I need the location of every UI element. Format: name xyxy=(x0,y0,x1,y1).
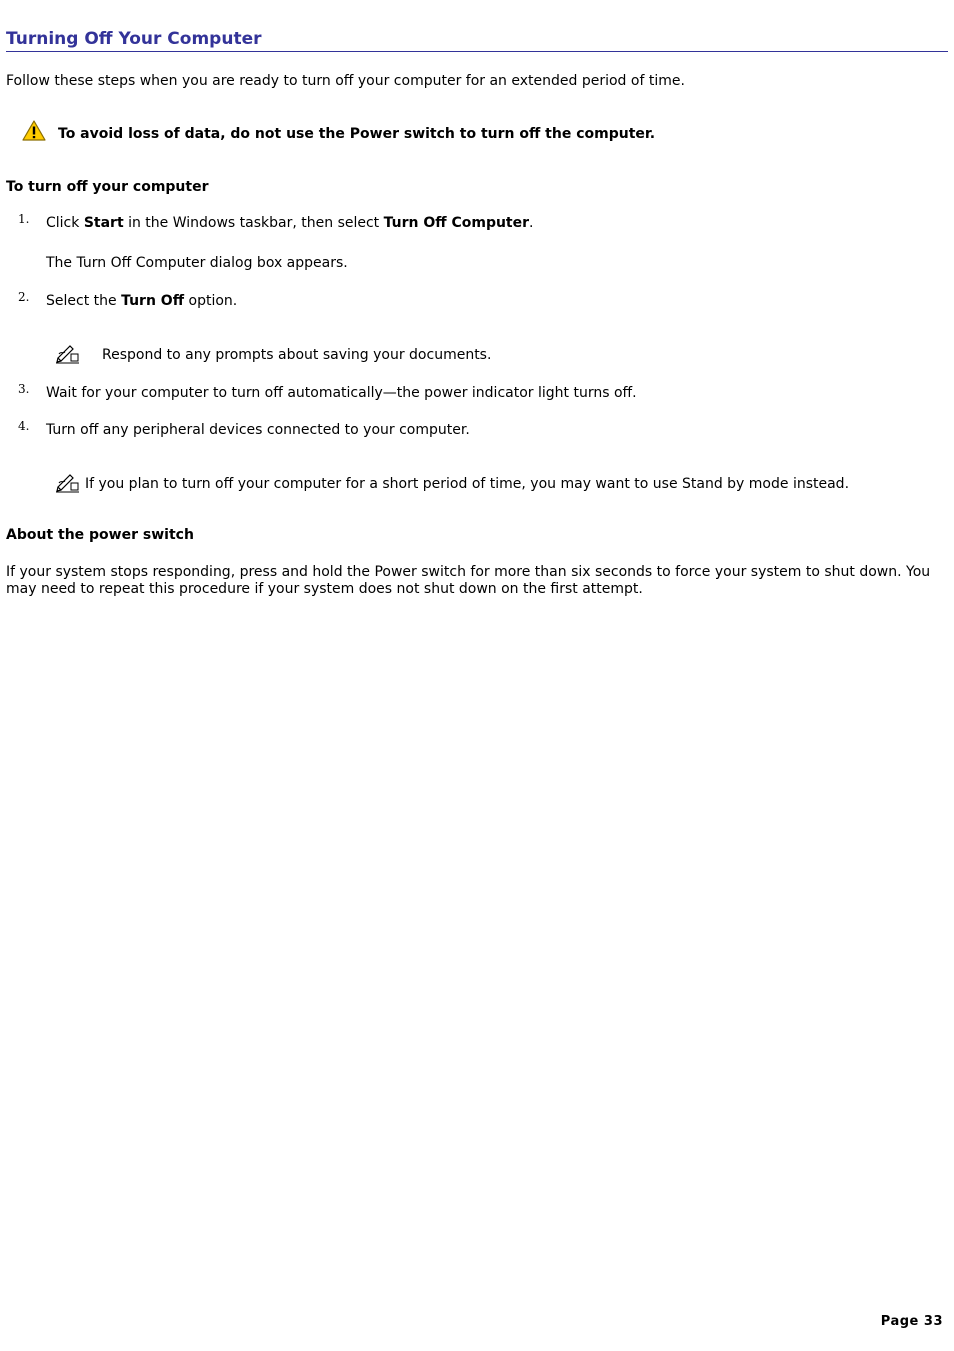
note-text: Respond to any prompts about saving your documents. xyxy=(102,347,492,363)
section-note xyxy=(56,469,849,493)
intro-paragraph: Follow these steps when you are ready to turn off your computer for an extended period of time. xyxy=(6,73,685,89)
step-number: 3. xyxy=(18,382,30,396)
step-text-part: . xyxy=(529,215,534,231)
note-text: If you plan to turn off your computer for a short period of time, you may want to use Stand by mode instead. xyxy=(85,476,850,492)
step-text-part: Select the xyxy=(46,293,122,309)
step-text: Wait for your computer to turn off automatically—the power indicator light turns off. xyxy=(46,385,637,401)
note-pencil-icon xyxy=(56,471,80,493)
step-text xyxy=(46,292,237,310)
step-text-part: Click xyxy=(46,215,84,231)
step-text: Turn off any peripheral devices connected to your computer. xyxy=(46,422,470,438)
section-heading-power-switch: About the power switch xyxy=(6,527,194,543)
step-2-note xyxy=(56,340,491,364)
step-number: 4. xyxy=(18,419,30,433)
step-text-part: option. xyxy=(184,293,238,309)
step-text-part: in the Windows taskbar, then select xyxy=(123,215,384,231)
step-text xyxy=(46,214,533,232)
page-title: Turning Off Your Computer xyxy=(6,28,948,52)
step-number: 2. xyxy=(18,290,30,304)
warning-triangle-icon xyxy=(22,120,46,142)
step-1-result: The Turn Off Computer dialog box appears. xyxy=(46,255,348,271)
step-number: 1. xyxy=(18,212,30,226)
section-heading-turn-off: To turn off your computer xyxy=(6,179,209,195)
start-keyword: Start xyxy=(83,215,124,231)
page-number: Page 33 xyxy=(880,1314,943,1329)
warning-text: To avoid loss of data, do not use the Power switch to turn off the computer. xyxy=(58,126,656,142)
note-pencil-icon xyxy=(56,342,80,364)
turn-off-keyword: Turn Off xyxy=(121,293,185,309)
warning-callout xyxy=(22,120,655,148)
power-switch-paragraph: If your system stops responding, press and hold the Power switch for more than six seconds to force your system to shut down. You may need to repeat this procedure if your system does not shut down on the first attempt. xyxy=(6,564,931,597)
turn-off-computer-keyword: Turn Off Computer xyxy=(383,215,530,231)
